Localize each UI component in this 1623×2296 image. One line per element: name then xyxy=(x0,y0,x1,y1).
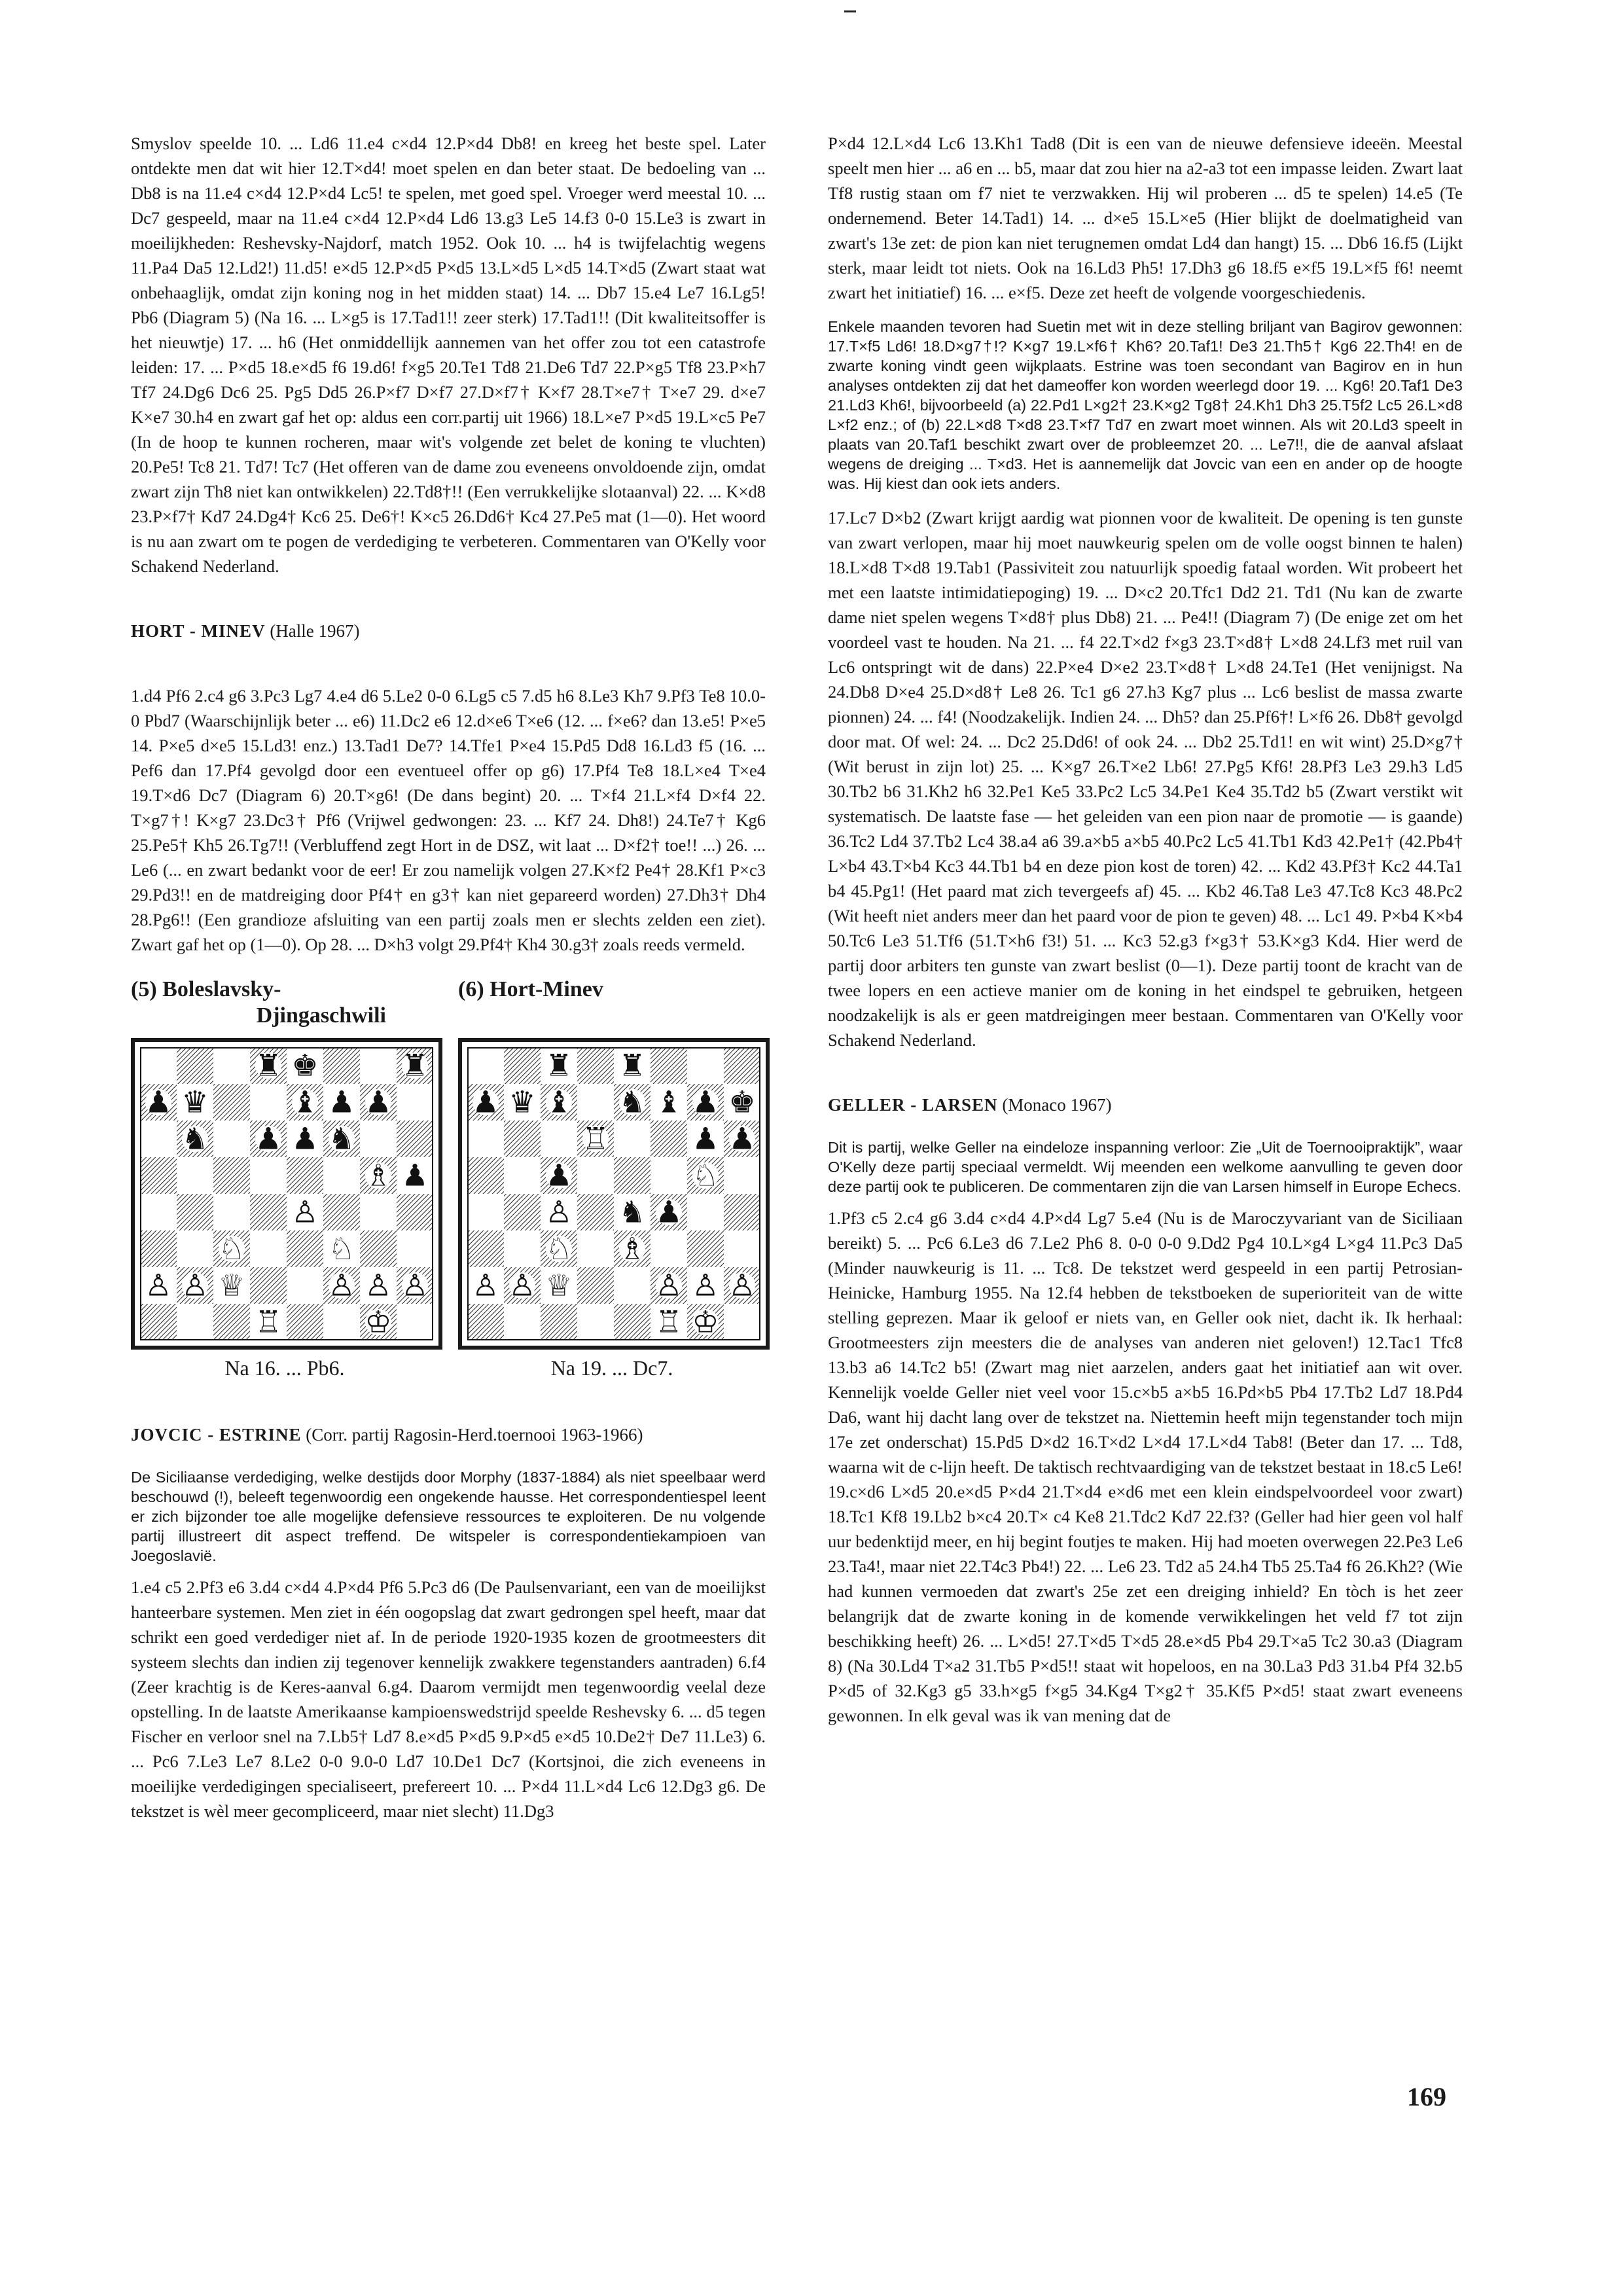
dark-square xyxy=(177,1194,213,1230)
dark-square xyxy=(360,1230,397,1267)
light-square xyxy=(140,1047,177,1084)
light-square xyxy=(687,1194,724,1230)
light-square xyxy=(467,1121,504,1157)
chess-piece-icon: ♟ xyxy=(145,1084,172,1120)
light-square xyxy=(250,1157,287,1194)
chess-piece-icon: ♟ xyxy=(692,1084,719,1120)
chess-piece-icon: ♕ xyxy=(545,1267,573,1303)
dark-square xyxy=(213,1304,250,1340)
chess-piece-icon: ♞ xyxy=(328,1121,355,1157)
light-square xyxy=(177,1230,213,1267)
light-square xyxy=(250,1230,287,1267)
light-square xyxy=(397,1304,433,1340)
dark-square xyxy=(614,1304,651,1340)
dark-square xyxy=(577,1047,614,1084)
chess-piece-icon: ♙ xyxy=(508,1267,536,1303)
heading-event: (Halle 1967) xyxy=(270,621,360,641)
chess-piece-icon: ♞ xyxy=(618,1084,646,1120)
diagram-5-caption: Na 16. ... Pb6. xyxy=(224,1356,345,1380)
chess-piece-icon: ♕ xyxy=(218,1267,245,1303)
diagram-5-title: (5) Boleslavsky- xyxy=(131,977,281,1001)
dark-square xyxy=(467,1230,504,1267)
chess-piece-icon: ♟ xyxy=(365,1084,392,1120)
heading-players: HORT - MINEV xyxy=(131,621,266,641)
chess-piece-icon: ♟ xyxy=(401,1157,429,1193)
chess-piece-icon: ♞ xyxy=(181,1121,209,1157)
dark-square xyxy=(651,1047,687,1084)
chess-piece-icon: ♖ xyxy=(582,1121,609,1157)
chessboard-6-svg xyxy=(467,1047,760,1340)
light-square xyxy=(467,1194,504,1230)
jovcic-estrine-intro: De Siciliaanse verdediging, welke destijds door Morphy (1837-1884) als niet speelbaar werd beschouwd (!), beleeft tegenwoordig een ongekende hausse. Het correspondentiespel leent er zich bijzonder toe alle mogelijke defensieve ressources te exploiteren. De nu volgende partij illustreert dit aspect treffend. De witspeler is correspondentiekampioen van Joegoslavië. xyxy=(131,1469,766,1564)
light-square xyxy=(397,1230,433,1267)
chess-piece-icon: ♙ xyxy=(291,1194,319,1230)
chess-piece-icon: ♛ xyxy=(181,1084,209,1120)
chess-piece-icon: ♘ xyxy=(545,1230,573,1266)
chess-piece-icon: ♝ xyxy=(655,1084,683,1120)
dark-square xyxy=(504,1194,541,1230)
heading-players: JOVCIC - ESTRINE xyxy=(131,1425,302,1444)
chess-piece-icon: ♟ xyxy=(655,1194,683,1230)
dark-square xyxy=(287,1304,323,1340)
dark-square xyxy=(250,1267,287,1304)
chess-piece-icon: ♗ xyxy=(618,1230,646,1266)
dark-square xyxy=(323,1047,360,1084)
game-heading-jovcic-estrine xyxy=(131,1422,766,1448)
light-square xyxy=(687,1047,724,1084)
chess-piece-icon: ♜ xyxy=(618,1047,646,1083)
diagram-6-caption: Na 19. ... Dc7. xyxy=(550,1356,673,1380)
chess-piece-icon: ♜ xyxy=(255,1047,282,1083)
dark-square xyxy=(724,1047,760,1084)
dark-square xyxy=(397,1121,433,1157)
left-paragraph-1: Smyslov speelde 10. ... Ld6 11.e4 c×d4 12.P×d4 Db8! en kreeg het beste spel. Later ontdekte men dat wit hier 12.T×d4! moet spelen en dan beter staat. De bedoeling van ... Db8 is na 11.e4 c×d4 12.P×d4 Lc5! te spelen, met goed spel. Vroeger werd meestal 10. ... Dc7 gespeeld, maar na 11.e4 c×d4 12.P×d4 Ld6 13.g3 Le5 14.f3 0-0 15.Le3 is zwart in moeilijkheden: Reshevsky-Najdorf, match 1952. Ook 10. ... h4 is twijfelachtig wegens 11.Pa4 Da5 12.Ld2!) 11.d5! e×d5 12.P×d5 P×d5 13.L×d5 L×d5 14.T×d5 (Zwart staat wat onbehaaglijk, omdat zijn koning nog in het midden staat) 14. ... Db7 15.e4 Le7 16.Lg5! Pb6 (Diagram 5) (Na 16. ... L×g5 is 17.Tad1!! zeer sterk) 17.Tad1!! (Dit kwaliteitsoffer is het nieuwtje) 17. ... h6 (Het onmiddellijk aannemen van het offer zou tot een catastrofe leiden: 17. ... P×d5 18.e×d5 f6 19.d6! f×g5 20.Te1 Td8 21.De6 Td7 22.P×g5 Tf8 23.P×h7 Tf7 24.Dg6 Dc6 25. Pg5 Dd5 26.P×f7 D×f7 27.D×f7† K×f7 28.T×e7† T×e7 29. d×e7 K×e7 30.h4 en zwart gaf het op: aldus een corr.partij uit 1966) 18.L×e7 P×d5 19.L×c5 Pe7 (In de hoop te kunnen rocheren, maar wit's volgende zet belet de koning te vluchten) 20.Pe5! Tc8 21. Td7! Tc7 (Het offeren van de dame zou eveneens onvoldoende zijn, omdat zwart zijn Th8 niet kan ontwikkelen) 22.Td8†!! (Een verrukkelijke slotaanval) 22. ... K×d8 23.P×f7† Kd7 24.Dg4† Kc6 25. De6†! K×c5 26.Dd6† Kc4 27.Pe5 mat (1—0). Het woord is nu aan zwart om te pogen de verdediging te verbeteren. Commentaren van O'Kelly voor Schakend Nederland. xyxy=(131,134,766,576)
light-square xyxy=(577,1304,614,1340)
dark-square xyxy=(614,1157,651,1194)
chess-piece-icon: ♙ xyxy=(181,1267,209,1303)
heading-event: (Monaco 1967) xyxy=(1002,1095,1112,1115)
chess-piece-icon: ♔ xyxy=(365,1304,392,1340)
light-square xyxy=(250,1084,287,1121)
light-square xyxy=(360,1194,397,1230)
light-square xyxy=(577,1230,614,1267)
chess-piece-icon: ♝ xyxy=(545,1084,573,1120)
dark-square xyxy=(577,1194,614,1230)
light-square xyxy=(651,1230,687,1267)
light-square xyxy=(724,1304,760,1340)
chess-piece-icon: ♙ xyxy=(328,1267,355,1303)
chessboard-5-svg xyxy=(140,1047,433,1340)
dark-square xyxy=(213,1084,250,1121)
chess-piece-icon: ♘ xyxy=(328,1230,355,1266)
suetin-bagirov-note: Enkele maanden tevoren had Suetin met wit in deze stelling briljant van Bagirov gewonnen: 17.T×f5 Ld6! 18.D×g7†!? K×g7 19.L×f6† Kh6? 20.Taf1! De3 21.Th5† Kg6 22.Th4! en de zwarte koning vindt geen wijkplaats. Estrine was toen secondant van Bagirov en in hun analyses ontdekten zij dat het dameoffer kon worden weerlegd door 19. ... Kg6! 20.Taf1 De3 21.Ld3 Kh6!, bijvoorbeeld (a) 22.Pd1 L×g2† 23.K×g2 Tg8† 24.Kh1 Dh3 25.T5f2 Lc5 26.L×d8 L×f2 enz.; of (b) 22.L×d8 T×d8 23.T×f7 Td7 en zwart moet winnen. Als wit 20.Ld3 speelt in plaats van 20.Taf1 beschikt zwart over de probleemzet 20. ... Le7!!, die de aanval afslaat wegens de dreiging ... T×d3. Het is aannemelijk dat Jovcic van een en ander op de hoogte was. Hij kiest dan ook iets anders. xyxy=(828,318,1463,492)
chess-piece-icon: ♟ xyxy=(472,1084,499,1120)
light-square xyxy=(651,1157,687,1194)
light-square xyxy=(177,1157,213,1194)
chessboard-5 xyxy=(131,1038,442,1350)
dark-square xyxy=(140,1304,177,1340)
light-square xyxy=(213,1194,250,1230)
right-paragraph-1: P×d4 12.L×d4 Lc6 13.Kh1 Tad8 (Dit is een van de nieuwe defensieve ideeën. Meestal speelt men hier ... a6 en ... b5, maar dat zou hier na a2-a3 tot een impasse leiden. Zwart laat Tf8 rustig staan om f7 niet te verzwakken. Hij wil proberen ... d5 te spelen) 14.e5 (Te ondernemend. Beter 14.Tad1) 14. ... d×e5 15.L×e5 (Hier blijkt de doelmatigheid van zwart's 13e zet: de pion kan niet terugnemen omdat Ld4 dan hangt) 15. ... Db6 16.f5 (Lijkt sterk, maar leidt tot niets. Ook na 16.Ld3 Ph5! 17.Dh3 g6 18.f5 e×f5 19.L×f5 f6! neemt zwart het initiatief) 16. ... e×f5. Deze zet heeft de volgende voorgeschiedenis. xyxy=(828,134,1463,302)
game-heading-hort-minev xyxy=(131,618,766,644)
light-square xyxy=(467,1047,504,1084)
chess-piece-icon: ♚ xyxy=(291,1047,319,1083)
chess-piece-icon: ♛ xyxy=(508,1084,536,1120)
diagram-6-title: (6) Hort-Minev xyxy=(458,977,603,1001)
heading-event: (Corr. partij Ragosin-Herd.toernooi 1963-1966) xyxy=(306,1425,643,1444)
dark-square xyxy=(577,1267,614,1304)
diagram-5-title-2: Djingaschwili xyxy=(256,1003,386,1028)
light-square xyxy=(213,1121,250,1157)
light-square xyxy=(323,1157,360,1194)
light-square xyxy=(614,1121,651,1157)
light-square xyxy=(177,1304,213,1340)
light-square xyxy=(724,1230,760,1267)
light-square xyxy=(397,1084,433,1121)
chess-piece-icon: ♞ xyxy=(618,1194,646,1230)
light-square xyxy=(504,1304,541,1340)
light-square xyxy=(360,1047,397,1084)
light-square xyxy=(614,1267,651,1304)
light-square xyxy=(577,1084,614,1121)
dark-square xyxy=(250,1194,287,1230)
dark-square xyxy=(140,1157,177,1194)
top-mark xyxy=(844,10,856,12)
chess-piece-icon: ♚ xyxy=(728,1084,756,1120)
light-square xyxy=(323,1304,360,1340)
dark-square xyxy=(504,1121,541,1157)
dark-square xyxy=(541,1304,577,1340)
dark-square xyxy=(467,1157,504,1194)
chess-piece-icon: ♙ xyxy=(655,1267,683,1303)
light-square xyxy=(140,1194,177,1230)
diagram-row xyxy=(131,977,766,1382)
chess-piece-icon: ♗ xyxy=(365,1157,392,1193)
chess-piece-icon: ♙ xyxy=(545,1194,573,1230)
chess-piece-icon: ♟ xyxy=(692,1121,719,1157)
dark-square xyxy=(504,1047,541,1084)
light-square xyxy=(504,1157,541,1194)
dark-square xyxy=(687,1230,724,1267)
heading-players: GELLER - LARSEN xyxy=(828,1095,998,1115)
chess-piece-icon: ♙ xyxy=(728,1267,756,1303)
chess-piece-icon: ♟ xyxy=(291,1121,319,1157)
dark-square xyxy=(213,1157,250,1194)
dark-square xyxy=(397,1194,433,1230)
chess-piece-icon: ♟ xyxy=(545,1157,573,1193)
dark-square xyxy=(287,1230,323,1267)
light-square xyxy=(724,1157,760,1194)
diagram-6 xyxy=(458,977,766,1382)
dark-square xyxy=(323,1194,360,1230)
chess-piece-icon: ♟ xyxy=(328,1084,355,1120)
light-square xyxy=(577,1157,614,1194)
chessboard-6 xyxy=(458,1038,770,1350)
chess-piece-icon: ♖ xyxy=(255,1304,282,1340)
light-square xyxy=(541,1121,577,1157)
chess-piece-icon: ♙ xyxy=(365,1267,392,1303)
dark-square xyxy=(724,1194,760,1230)
geller-larsen-intro: Dit is partij, welke Geller na eindeloze inspanning verloor: Zie „Uit de Toernooipraktijk”, waar O'Kelly deze partij speciaal vermeldt. Wij meenden een welkome aanvulling te geven door deze partij ook te publiceren. De commentaren zijn die van Larsen himself in Europe Echecs. xyxy=(828,1139,1463,1195)
chess-piece-icon: ♖ xyxy=(655,1304,683,1340)
page-number: 169 xyxy=(1407,2082,1446,2111)
right-paragraph-2: 17.Lc7 D×b2 (Zwart krijgt aardig wat pionnen voor de kwaliteit. De opening is ten gunste van zwart verlopen, maar hij moet nauwkeurig spelen om de volle oogst binnen te halen) 18.L×d8 T×d8 19.Tab1 (Passiviteit zou natuurlijk spoedig fataal worden. Wit probeert het met een laatste intimidatiepoging) 19. ... D×c2 20.Tfc1 Dd2 21. Td1 (Nu kan de zwarte dame niet spelen wegens T×d8† plus Db8) 21. ... Pe4!! (Diagram 7) (De enige zet om het voordeel vast te houden. Na 21. ... f4 22.T×d2 f×g3 23.T×d8† L×d8 24.Lf3 met ruil van Lc6 ontspringt wit de dans) 22.P×e4 D×e2 23.T×d8† L×d8 24.Te1 (Het venijnigst. Na 24.Db8 D×e4 25.D×d8† Le8 26. Tc1 g6 27.h3 Kg7 plus ... Lc6 beslist de massa zwarte pionnen) 24. ... f4! (Noodzakelijk. Indien 24. ... Dh5? dan 25.Pf6†! L×f6 26. Db8† gevolgd door mat. Of wel: 24. ... Dc2 25.Dd6! of ook 24. ... Db2 25.Td1! en wit wint) 25.D×g7† (Wit berust in zijn lot) 25. ... K×g7 26.T×e2 Lb6! 27.Pg5 Kf6! 28.Pf3 Le3 29.h3 Ld5 30.Tb2 b6 31.Kh2 h6 32.Pe1 Ke5 33.Pc2 Lc5 34.Pe1 Ke4 35.Td2 b5 (Zwart verstikt wit systematisch. De laatste fase — het geleiden van een pion naar de promotie — is gaande) 36.Tc2 Ld4 37.Tb2 Lc4 38.a4 a6 39.a×b5 a×b5 40.Pc2 Lc5 41.Tb1 Kd3 42.Pe1† (42.Pb4† L×b4 43.T×b4 Kc3 44.Tb1 b4 en deze pion kost de toren) 42. ... Kd2 43.Pf3† Kc2 44.Ta1 b4 45.Pg1! (Het paard mat zich tevergeefs af) 45. ... Kb2 46.Ta8 Le3 47.Tc8 Kc3 48.Pc2 (Wit heeft niet anders meer dan het paard voor de pion te geven) 48. ... Lc1 49. P×b4 K×b4 50.Tc6 Le3 51.Tf6 (51.T×h6 f3!) 51. ... Kc3 52.g3 f×g3† 53.K×g3 Kd4. Hier werd de partij door arbiters ten gunste van zwart beslist (0—1). Deze partij toont de kracht van de twee lopers en een actieve manier om de koning in het eindspel te gebruiken, hetgeen noodzakelijk is als er geen matdreigingen meer bestaan. Commentaren van O'Kelly voor Schakend Nederland. xyxy=(828,508,1463,1050)
chess-piece-icon: ♘ xyxy=(218,1230,245,1266)
chess-piece-icon: ♙ xyxy=(145,1267,172,1303)
chess-piece-icon: ♜ xyxy=(401,1047,429,1083)
chess-piece-icon: ♙ xyxy=(472,1267,499,1303)
dark-square xyxy=(287,1157,323,1194)
chess-piece-icon: ♙ xyxy=(401,1267,429,1303)
light-square xyxy=(140,1121,177,1157)
chess-piece-icon: ♘ xyxy=(692,1157,719,1193)
light-square xyxy=(287,1267,323,1304)
chess-piece-icon: ♟ xyxy=(728,1121,756,1157)
dark-square xyxy=(651,1121,687,1157)
left-paragraph-2: 1.d4 Pf6 2.c4 g6 3.Pc3 Lg7 4.e4 d6 5.Le2 0-0 6.Lg5 c5 7.d5 h6 8.Le3 Kh7 9.Pf3 Te8 10.0-0 Pbd7 (Waarschijnlijk beter ... e6) 11.Dc2 e6 12.d×e6 T×e6 (12. ... f×e6? dan 13.e5! P×e5 14. P×e5 d×e5 15.Ld3! enz.) 13.Tad1 De7? 14.Tfe1 P×e4 15.Pd5 Dd8 16.Ld3 f5 (16. ... Pef6 dan 17.Pf4 gevolgd door een eventueel offer op g6) 17.Pf4 Te8 18.L×e4 T×e4 19.T×d6 Dc7 (Diagram 6) 20.T×g6! (De dans begint) 20. ... T×f4 21.L×f4 D×f4 22. T×g7†! K×g7 23.Dc3† Pf6 (Vrijwel gedwongen: 23. ... Kf7 24. Dh8!) 24.Te7† Kg6 25.Pe5† Kh5 26.Tg7!! (Verbluffend zegt Hort in de DSZ, wit laat ... D×f2† toe!! ...) 26. ... Le6 (... en zwart bedankt voor de eer! Er zou namelijk volgen 27.K×f2 Pe4† 28.Kf1 P×c3 29.Pd3!! en de matdreiging door Pf4† en g3† kan niet gepareerd worden) 27.Dh3† Dh4 28.Pg6!! (Een grandioze afsluiting van een partij zoals men er slechts zelden een ziet). Zwart gaf het op (1—0). Op 28. ... D×h3 volgt 29.Pf4† Kh4 30.g3† zoals reeds vermeld. xyxy=(131,686,766,954)
dark-square xyxy=(140,1230,177,1267)
diagram-5 xyxy=(131,977,438,1382)
dark-square xyxy=(177,1047,213,1084)
chess-piece-icon: ♟ xyxy=(255,1121,282,1157)
chess-piece-icon: ♙ xyxy=(692,1267,719,1303)
chess-piece-icon: ♔ xyxy=(692,1304,719,1340)
right-column xyxy=(828,131,1463,1728)
game-heading-geller-larsen xyxy=(828,1092,1463,1118)
left-column xyxy=(131,131,766,1823)
chess-piece-icon: ♜ xyxy=(545,1047,573,1083)
chess-piece-icon: ♝ xyxy=(291,1084,319,1120)
light-square xyxy=(213,1047,250,1084)
right-paragraph-3: 1.Pf3 c5 2.c4 g6 3.d4 c×d4 4.P×d4 Lg7 5.e4 (Nu is de Maroczyvariant van de Siciliaan bereikt) 5. ... Pc6 6.Le3 d6 7.Le2 Ph6 8. 0-0 0-0 9.Dd2 Pg4 10.L×g4 L×g4 11.Pc3 Da5 (Minder nauwkeurig is 11. ... Tc8. De tekstzet werd gespeeld in een partij Petrosian-Heinicke, Hamburg 1955. Na 12.f4 hebben de tekstboeken de superioriteit van de witte stelling geprezen. Maar ik geloof er niets van, en Geller ook niet, dacht ik. Ik herhaal: Grootmeesters zijn meesters die de analyses van anderen niet geloven!) 12.Tac1 Tfc8 13.b3 a6 14.Tc2 b5! (Zwart mag niet aarzelen, anders gaat het initiatief aan wit over. Kennelijk voelde Geller niet veel voor 15.c×b5 a×b5 16.Pd×b5 Pb4 17.Tb2 Ld7 18.Pd4 Da6, want hij dacht lang over de tekstzet na. Niettemin heeft mijn tegenstander toch mijn 17e zet onderschat) 15.Pd5 D×d2 16.T×d2 L×d4 17.L×d4 Tab8! (Beter dan 17. ... Td8, waarna wit de c-lijn heeft. De taktisch rechtvaardiging van de tekstzet bestaat in 18.c5 Le6! 19.c×d6 L×d5 20.e×d5 P×d4 21.T×d4 e×d6 met een klein eindspelvoordeel voor zwart) 18.Tc1 Kf8 19.Lb2 b×c4 20.T× c4 Ke8 21.Tdc2 Kd7 22.f3? (Geller had hier geen vol half uur bedenktijd meer, en hij begint foutjes te maken. Hij had moeten overwegen 22.Pe3 Le6 23.Ta4!, maar niet 22.T4c3 Pb4!) 22. ... Le6 23. Td2 a5 24.h4 Tb5 25.Ta4 f6 26.Kh2? (Wie had kunnen vermoeden dat zwart's 25e zet een dreiging inhield? En tòch is het zeer belangrijk dat de zwarte koning in de komende verwikkelingen het veld f7 tot zijn beschikking heeft) 26. ... L×d5! 27.T×d5 T×d5 28.e×d5 Pb4 29.T×a5 Tc2 30.a3 (Diagram 8) (Na 30.Ld4 T×a2 31.Tb5 P×d5!! staat wit hopeloos, en na 30.La3 Pd3 31.b4 Pf4 32.b5 P×d5 of 32.Kg3 g5 33.h×g5 f×g5 34.Kg4 T×g2† 35.Kf5 P×d5! staat zwart eveneens gewonnen. In elk geval was ik van mening dat de xyxy=(828,1208,1463,1725)
left-paragraph-3: 1.e4 c5 2.Pf3 e6 3.d4 c×d4 4.P×d4 Pf6 5.Pc3 d6 (De Paulsenvariant, een van de moeilijkst hanteerbare systemen. Men ziet in één oogopslag dat zwart gedrongen spel heeft, maar dat schrikt een goed verdediger niet af. In de periode 1920-1935 kozen de grootmeesters dit systeem slechts dan indien zij tegenover kennelijk zwakkere tegenstanders aantraden) 6.f4 (Zeer krachtig is de Keres-aanval 6.g4. Daarom vermijdt men tegenwoordig veelal deze opstelling. In de laatste Amerikaanse kampioenswedstrijd speelde Reshevsky 6. ... d5 tegen Fischer en verloor snel na 7.Lb5† Ld7 8.e×d5 P×d5 9.P×d5 e×d5 10.De2† De7 11.Le3) 6. ... Pc6 7.Le3 Le7 8.Le2 0-0 9.0-0 Ld7 10.De1 Dc7 (Kortsjnoi, die zich eveneens in moeilijke verdedigingen specialiseert, prefereert 10. ... P×d4 11.L×d4 Lc6 12.Dg3 g6. De tekstzet is wèl meer gecompliceerd, maar niet slecht) 11.Dg3 xyxy=(131,1577,766,1821)
dark-square xyxy=(467,1304,504,1340)
light-square xyxy=(504,1230,541,1267)
light-square xyxy=(360,1121,397,1157)
